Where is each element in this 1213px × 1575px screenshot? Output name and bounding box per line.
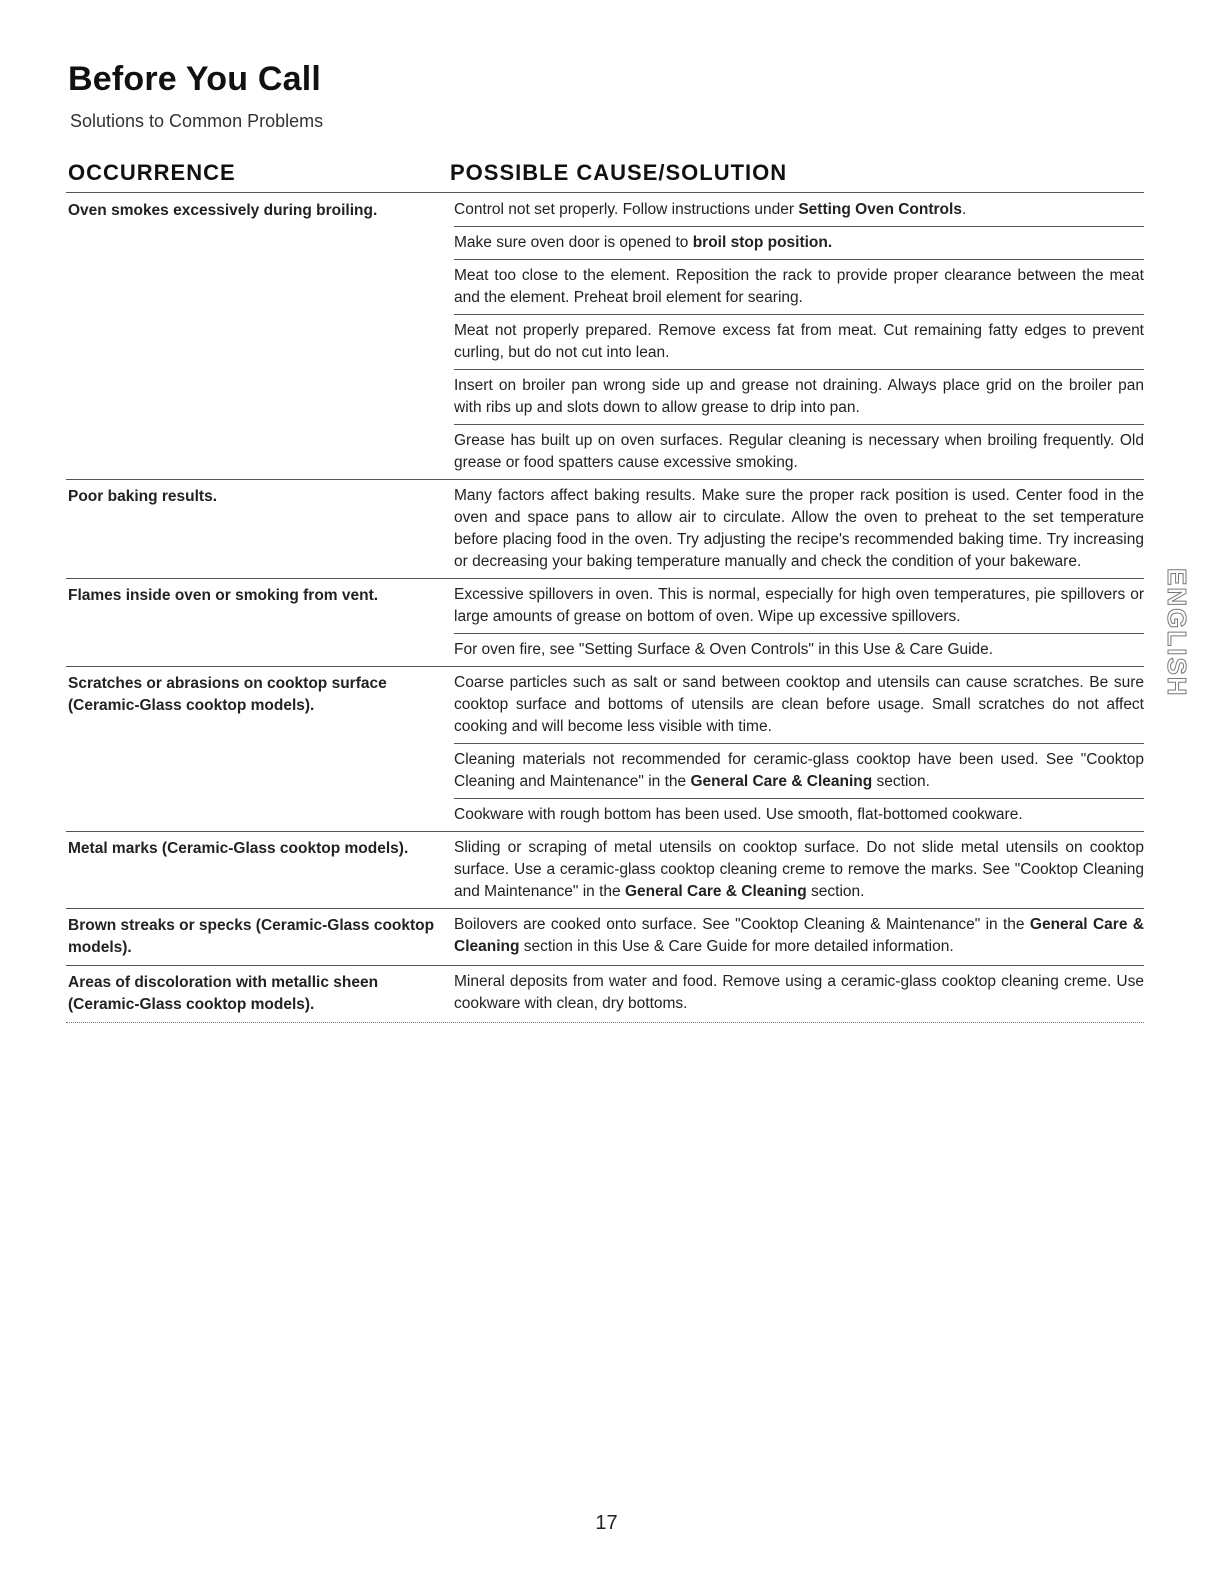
language-side-label: ENGLISH	[1162, 568, 1192, 698]
solution-text: Many factors affect baking results. Make sure the proper rack position is used. Center food in the oven and space pans to allow air to circulate. Allow the oven to preheat to the set temperature before placing food in the oven. Try adjusting the recipe's recommended baking time. Try increasing or decreasing your baking temperature manually and check the condition of your bakeware.	[454, 487, 1144, 570]
solution-cell	[448, 832, 1144, 908]
solution-item	[454, 227, 1144, 260]
table-row	[66, 832, 1144, 909]
solution-cell	[448, 480, 1144, 578]
occurrence-column-header: OCCURRENCE	[68, 160, 236, 185]
solution-text: section in this Use & Care Guide for more detailed information.	[519, 938, 954, 955]
solution-text: Mineral deposits from water and food. Remove using a ceramic-glass cooktop cleaning creme. Use cookware with clean, dry bottoms.	[454, 973, 1144, 1012]
table-row	[66, 966, 1144, 1023]
table-row	[66, 480, 1144, 579]
solution-item	[454, 667, 1144, 744]
page-subtitle: Solutions to Common Problems	[70, 111, 324, 131]
solution-text: Cookware with rough bottom has been used. Use smooth, flat-bottomed cookware.	[454, 806, 1023, 823]
occurrence-cell: Flames inside oven or smoking from vent.	[68, 587, 379, 604]
occurrence-cell: Areas of discoloration with metallic sheen (Ceramic-Glass cooktop models).	[68, 974, 379, 1013]
solution-text: Make sure oven door is opened to	[454, 234, 693, 251]
solution-text: Boilovers are cooked onto surface. See "Cooktop Cleaning & Maintenance" in the	[454, 916, 1030, 933]
troubleshooting-table	[66, 194, 1144, 1023]
solution-cell	[448, 909, 1144, 965]
occurrence-cell: Oven smokes excessively during broiling.	[68, 202, 378, 219]
occurrence-cell: Scratches or abrasions on cooktop surface (Ceramic-Glass cooktop models).	[68, 675, 387, 714]
solution-bold-text: broil stop position.	[692, 234, 833, 251]
table-row	[66, 194, 1144, 480]
solution-item	[454, 370, 1144, 425]
solution-text: Excessive spillovers in oven. This is normal, especially for high oven temperatures, pie spillovers or large amounts of grease on bottom of oven. Wipe up excessive spillovers.	[454, 586, 1144, 625]
solution-bold-text: General Care & Cleaning	[624, 883, 807, 900]
column-headers	[66, 160, 1144, 193]
page-number: 17	[595, 1512, 618, 1534]
solution-item	[454, 480, 1144, 578]
solution-item	[454, 966, 1144, 1020]
solution-item	[454, 832, 1144, 908]
solution-text: Coarse particles such as salt or sand between cooktop and utensils can cause scratches. Be sure cooktop surface and bottoms of utensils are clean before usage. Small scratches do not affect cooking and will become less visible with time.	[454, 674, 1144, 735]
solution-cell	[448, 966, 1144, 1022]
solution-item	[454, 579, 1144, 634]
solution-cell	[448, 667, 1144, 831]
solution-text: section.	[872, 773, 930, 790]
table-row	[66, 667, 1144, 832]
table-row	[66, 579, 1144, 667]
solution-item	[454, 315, 1144, 370]
solution-text: .	[961, 201, 967, 218]
solution-item	[454, 744, 1144, 799]
solution-text: Insert on broiler pan wrong side up and grease not draining. Always place grid on the broiler pan with ribs up and slots down to allow grease to drip into pan.	[454, 377, 1144, 416]
solution-bold-text: Setting Oven Controls	[798, 201, 962, 218]
occurrence-cell: Brown streaks or specks (Ceramic-Glass cooktop models).	[68, 917, 435, 956]
solution-bold-text: General Care & Cleaning	[454, 916, 1144, 955]
occurrence-cell: Metal marks (Ceramic-Glass cooktop models).	[68, 840, 409, 857]
solution-text: For oven fire, see "Setting Surface & Oven Controls" in this Use & Care Guide.	[454, 641, 994, 658]
solution-text: Grease has built up on oven surfaces. Regular cleaning is necessary when broiling frequently. Old grease or food spatters cause excessive smoking.	[454, 432, 1144, 471]
solution-text: Sliding or scraping of metal utensils on cooktop surface. Do not slide metal utensils on cooktop surface. Use a ceramic-glass cooktop cleaning creme to remove the marks. See "Cooktop Cleaning and Maintenance" in the	[454, 839, 1144, 900]
solution-text: Control not set properly. Follow instructions under	[454, 201, 799, 218]
solution-bold-text: General Care & Cleaning	[690, 773, 873, 790]
solution-item	[454, 194, 1144, 227]
occurrence-cell: Poor baking results.	[68, 488, 218, 505]
page-title: Before You Call	[68, 60, 322, 98]
solution-item	[454, 909, 1144, 963]
solution-text: Meat not properly prepared. Remove excess fat from meat. Cut remaining fatty edges to prevent curling, but do not cut into lean.	[454, 322, 1144, 361]
solution-item	[454, 425, 1144, 479]
solution-text: Cleaning materials not recommended for ceramic-glass cooktop have been used. See "Cooktop Cleaning and Maintenance" in the	[454, 751, 1144, 790]
solution-item	[454, 634, 1144, 666]
solution-cell	[448, 579, 1144, 666]
solution-text: Meat too close to the element. Reposition the rack to provide proper clearance between the meat and the element. Preheat broil element for searing.	[454, 267, 1144, 306]
cause-column-header: POSSIBLE CAUSE/SOLUTION	[450, 160, 788, 185]
table-row	[66, 909, 1144, 966]
solution-cell	[448, 194, 1144, 479]
solution-item	[454, 799, 1144, 831]
solution-item	[454, 260, 1144, 315]
solution-text: section.	[806, 883, 865, 900]
